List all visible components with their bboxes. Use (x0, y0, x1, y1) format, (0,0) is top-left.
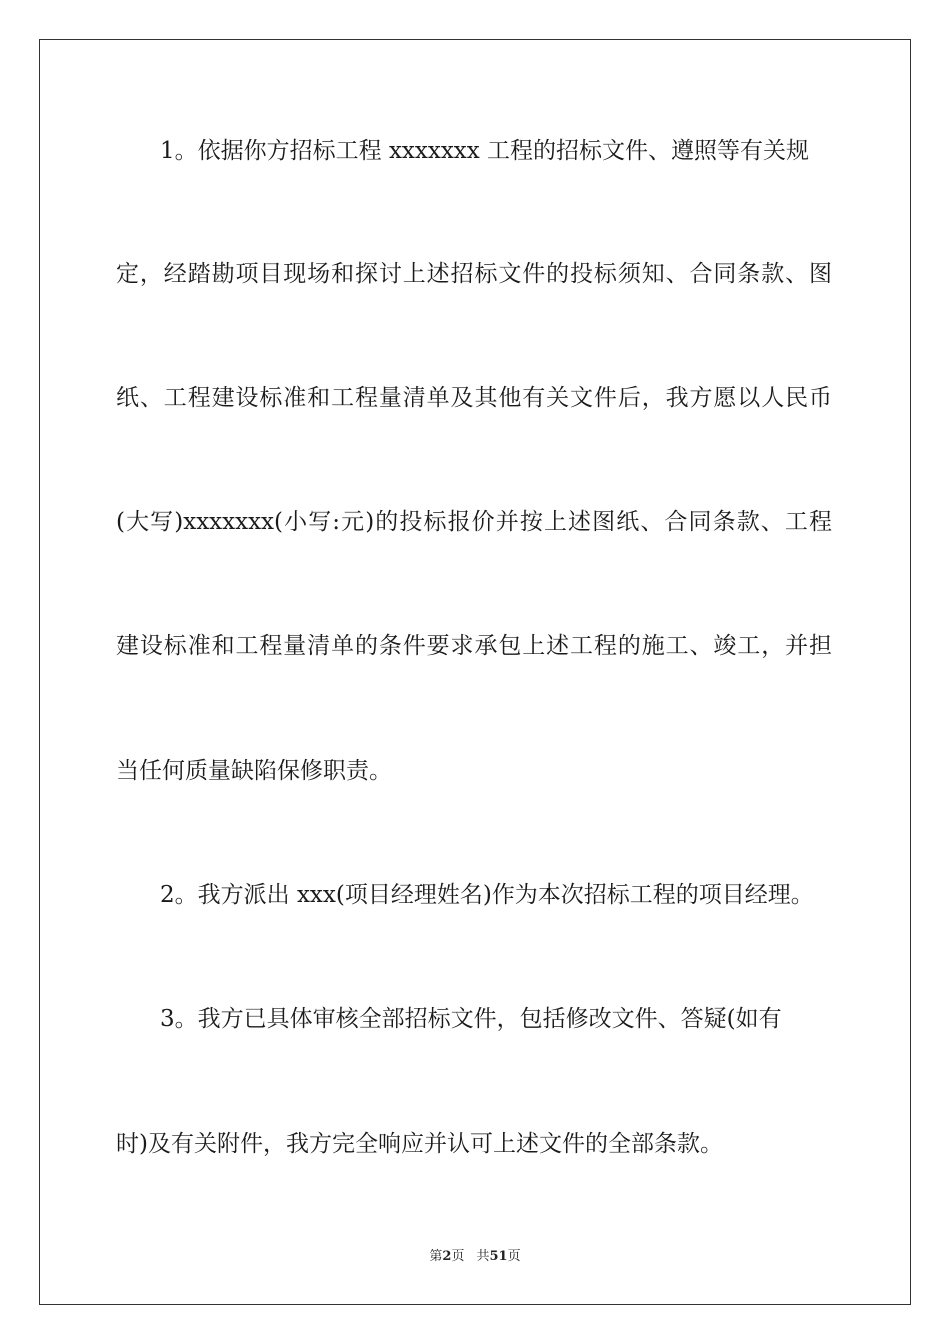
paragraph-1-line-2: 定，经踏勘项目现场和探讨上述招标文件的投标须知、合同条款、图 (116, 261, 832, 287)
paragraph-3-line-1: 3。我方已具体审核全部招标文件，包括修改文件、答疑(如有 (160, 1006, 782, 1032)
paragraph-1-line-3: 纸、工程建设标准和工程量清单及其他有关文件后，我方愿以人民币 (116, 385, 832, 411)
paragraph-1-line-1: 1。依据你方招标工程 xxxxxxx 工程的招标文件、遵照等有关规 (160, 138, 810, 164)
page-suffix: 页 (451, 1249, 465, 1264)
page-footer (0, 1248, 950, 1266)
paragraph-1-line-4: (大写)xxxxxxx(小写:元)的投标报价并按上述图纸、合同条款、工程 (116, 509, 832, 535)
page-prefix: 第 (429, 1249, 443, 1264)
total-prefix: 共 (476, 1249, 490, 1264)
paragraph-3-line-2: 时)及有关附件，我方完全响应并认可上述文件的全部条款。 (116, 1131, 723, 1157)
total-suffix: 页 (507, 1249, 521, 1264)
paragraph-1-line-5: 建设标准和工程量清单的条件要求承包上述工程的施工、竣工，并担 (116, 633, 832, 659)
paragraph-2-line-1: 2。我方派出 xxx(项目经理姓名)作为本次招标工程的项目经理。 (160, 882, 814, 908)
total-pages: 51 (489, 1249, 508, 1264)
page-number: 2 (442, 1249, 452, 1264)
page-frame (39, 39, 911, 1305)
paragraph-1-line-6: 当任何质量缺陷保修职责。 (116, 758, 392, 784)
